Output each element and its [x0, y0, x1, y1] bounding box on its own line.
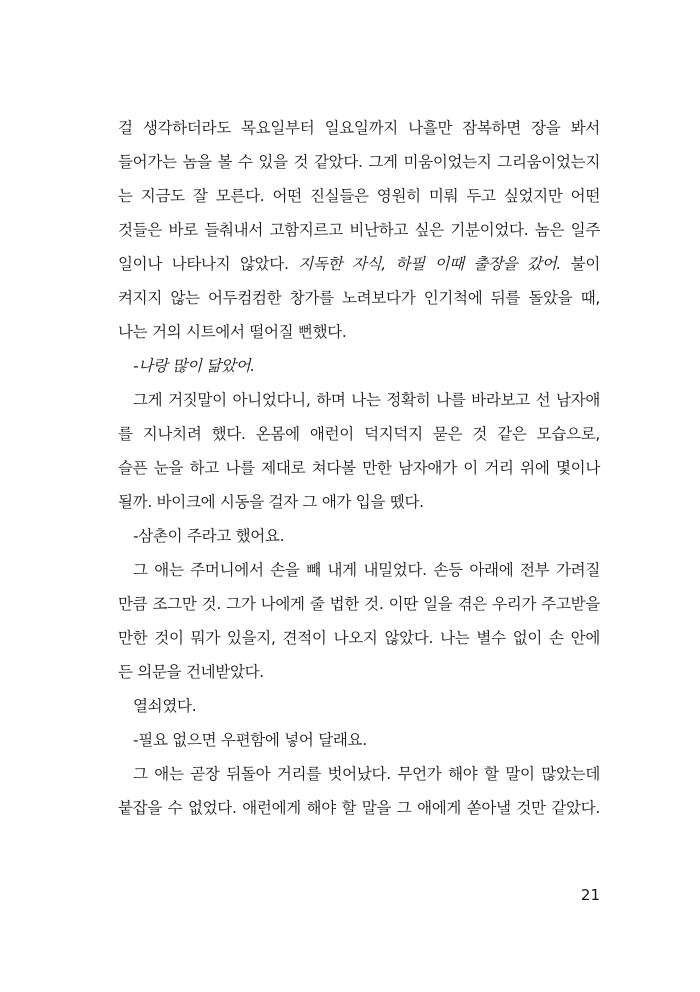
body-line-13-dialogue: -삼촌이 주라고 했어요. — [133, 527, 285, 545]
body-line-6: 켜지지 않는 어두컴컴한 창가를 노려보다가 인기척에 뒤를 돌았을 때, — [118, 289, 600, 307]
body-line-5-pre: 일이나 나타나지 않았다. — [118, 255, 299, 273]
body-line-1: 걸 생각하더라도 목요일부터 일요일까지 나흘만 잠복하면 장을 봐서 — [118, 119, 600, 137]
body-line-17: 든 의문을 건네받았다. — [118, 663, 264, 681]
body-line-8-dialogue: -나랑 많이 닮았어. — [133, 357, 255, 375]
body-line-12: 될까. 바이크에 시동을 걸자 그 애가 입을 뗐다. — [118, 493, 424, 511]
body-line-18: 열쇠였다. — [133, 697, 197, 715]
body-line-4: 것들은 바로 들춰내서 고함지르고 비난하고 싶은 기분이었다. 놈은 일주 — [118, 221, 600, 239]
body-line-7: 나는 거의 시트에서 떨어질 뻔했다. — [118, 323, 347, 341]
body-line-10: 를 지나치려 했다. 온몸에 애런이 덕지덕지 묻은 것 같은 모습으로, — [118, 425, 600, 443]
body-line-14: 그 애는 주머니에서 손을 빼 내게 내밀었다. 손등 아래에 전부 가려질 — [133, 561, 600, 579]
body-line-16: 만한 것이 뭐가 있을지, 견적이 나오지 않았다. 나는 별수 없이 손 안에 — [118, 629, 600, 647]
body-line-5 — [118, 253, 600, 275]
body-line-5-post: 불이 — [561, 255, 600, 273]
body-line-21: 붙잡을 수 없었다. 애런에게 해야 할 말을 그 애에게 쏟아낼 것만 같았다. — [118, 799, 600, 817]
body-line-15: 만큼 조그만 것. 그가 나에게 줄 법한 것. 이딴 일을 겪은 우리가 주고받을 — [118, 595, 600, 613]
body-line-2: 들어가는 놈을 볼 수 있을 것 같았다. 그게 미움이었는지 그리움이었는지 — [118, 153, 600, 171]
body-line-9: 그게 거짓말이 아니었다니, 하며 나는 정확히 나를 바라보고 선 남자애 — [133, 391, 600, 409]
page-number: 21 — [580, 886, 600, 904]
italic-thought: 지독한 자식, 하필 이때 출장을 갔어. — [298, 255, 562, 273]
body-line-19-dialogue: -필요 없으면 우편함에 넣어 달래요. — [133, 731, 367, 749]
body-line-20: 그 애는 곧장 뒤돌아 거리를 벗어났다. 무언가 해야 할 말이 많았는데 — [133, 765, 600, 783]
body-line-3: 는 지금도 잘 모른다. 어떤 진실들은 영원히 미뤄 두고 싶었지만 어떤 — [118, 187, 600, 205]
body-line-11: 슬픈 눈을 하고 나를 제대로 쳐다볼 만한 남자애가 이 거리 위에 몇이나 — [118, 459, 600, 477]
